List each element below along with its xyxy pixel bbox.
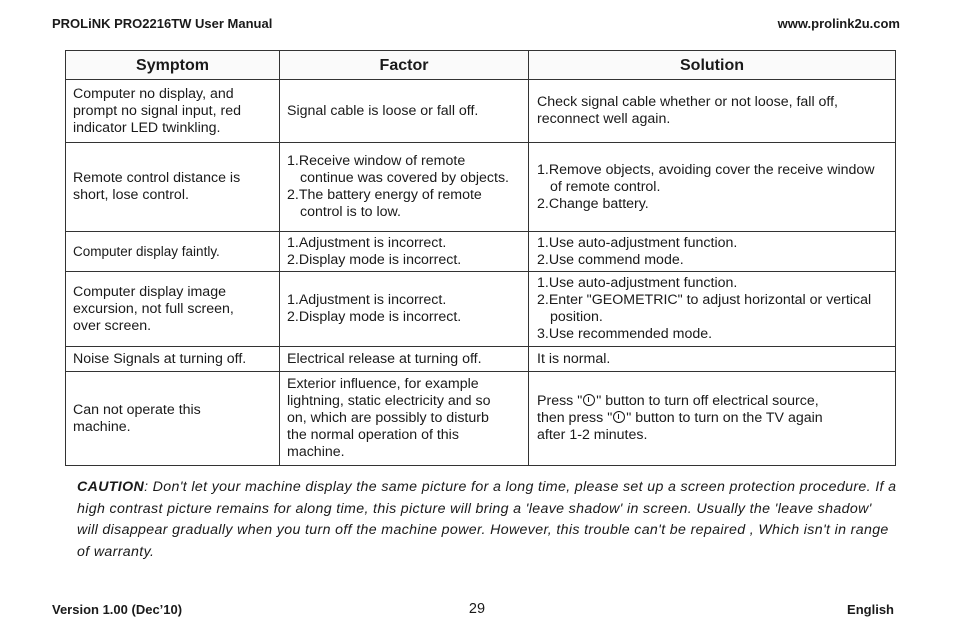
solution-text: " button to turn off electrical source, bbox=[596, 393, 819, 409]
solution-item: 2.Change battery. bbox=[537, 195, 649, 212]
symptom-line: prompt no signal input, red bbox=[73, 102, 241, 119]
solution-cell bbox=[529, 272, 896, 347]
symptom-cell bbox=[66, 143, 280, 232]
power-button-icon bbox=[613, 411, 625, 423]
factor-line: 2.Display mode is incorrect. bbox=[287, 251, 462, 268]
symptom-line: machine. bbox=[73, 418, 131, 435]
solution-cell bbox=[529, 80, 896, 143]
table-row bbox=[66, 372, 896, 466]
solution-line: 2.Use commend mode. bbox=[537, 251, 684, 268]
caution-label: CAUTION bbox=[77, 479, 145, 495]
table-row bbox=[66, 80, 896, 143]
column-header-solution: Solution bbox=[529, 51, 896, 80]
solution-cell bbox=[529, 347, 896, 372]
factor-line: lightning, static electricity and so bbox=[287, 393, 491, 409]
caution-text: : Don't let your machine display the same picture for a long time, please set up a screen protection procedure. If a high contrast picture remains for along time, this picture will bring a 'leave shadow' in screen. Usually the 'leave shadow' will disappear gradually when you turn off the machine power. However, this trouble can't be repaired , Which isn't in range of warranty. bbox=[77, 479, 897, 560]
factor-cell bbox=[280, 372, 529, 466]
solution-text: " button to turn on the TV again bbox=[626, 410, 823, 426]
table-header-row bbox=[66, 51, 896, 80]
solution-line: 1.Use auto-adjustment function. bbox=[537, 234, 738, 251]
troubleshooting-table bbox=[65, 50, 896, 466]
symptom-line: Computer no display, and bbox=[73, 85, 234, 102]
table-row bbox=[66, 347, 896, 372]
symptom-cell bbox=[66, 272, 280, 347]
manual-title: PROLiNK PRO2216TW User Manual bbox=[52, 16, 273, 31]
solution-item: 3.Use recommended mode. bbox=[537, 326, 713, 342]
solution-line bbox=[537, 393, 888, 410]
table-row bbox=[66, 232, 896, 272]
column-header-factor: Factor bbox=[280, 51, 529, 80]
symptom-line: Computer display faintly. bbox=[73, 244, 220, 259]
symptom-line: excursion, not full screen, bbox=[73, 300, 234, 317]
symptom-line: short, lose control. bbox=[73, 187, 189, 203]
solution-item: 1.Remove objects, avoiding cover the receive window of remote control. bbox=[537, 161, 875, 195]
factor-line: 1.Adjustment is incorrect. bbox=[287, 292, 447, 308]
solution-line: after 1-2 minutes. bbox=[537, 427, 648, 443]
factor-cell bbox=[280, 272, 529, 347]
table-row bbox=[66, 272, 896, 347]
website-url: www.prolink2u.com bbox=[777, 16, 900, 31]
symptom-line: Computer display image bbox=[73, 283, 226, 300]
symptom-cell bbox=[66, 347, 280, 372]
solution-text: Press " bbox=[537, 393, 583, 409]
solution-line: reconnect well again. bbox=[537, 111, 671, 127]
symptom-cell bbox=[66, 80, 280, 143]
solution-item: 2.Enter "GEOMETRIC" to adjust horizontal or vertical position. bbox=[537, 292, 872, 325]
power-button-icon bbox=[583, 394, 595, 406]
solution-item: 1.Use auto-adjustment function. bbox=[537, 275, 738, 291]
factor-cell bbox=[280, 232, 529, 272]
factor-item: 2.The battery energy of remote control is to low. bbox=[287, 187, 482, 220]
factor-item: 1.Receive window of remote continue was covered by objects. bbox=[287, 153, 509, 186]
solution-line: Check signal cable whether or not loose, fall off, bbox=[537, 94, 838, 110]
factor-line: the normal operation of this bbox=[287, 427, 459, 443]
page-number: 29 bbox=[468, 601, 486, 617]
symptom-line: Remote control distance is bbox=[73, 170, 241, 186]
factor-cell bbox=[280, 80, 529, 143]
solution-text: then press " bbox=[537, 410, 613, 426]
solution-cell bbox=[529, 143, 896, 232]
factor-line: 1.Adjustment is incorrect. bbox=[287, 234, 447, 251]
factor-line: Exterior influence, for example bbox=[287, 376, 479, 392]
factor-cell bbox=[280, 143, 529, 232]
solution-line: It is normal. bbox=[537, 350, 611, 367]
factor-line: Signal cable is loose or fall off. bbox=[287, 102, 479, 119]
symptom-cell bbox=[66, 372, 280, 466]
factor-line: on, which are possibly to disturb bbox=[287, 410, 489, 426]
symptom-cell bbox=[66, 232, 280, 272]
column-header-symptom: Symptom bbox=[66, 51, 280, 80]
language-label: English bbox=[847, 602, 894, 617]
solution-cell bbox=[529, 372, 896, 466]
factor-cell bbox=[280, 347, 529, 372]
factor-line: 2.Display mode is incorrect. bbox=[287, 309, 462, 325]
symptom-line: Can not operate this bbox=[73, 401, 201, 418]
factor-line: Electrical release at turning off. bbox=[287, 350, 482, 367]
table-row bbox=[66, 143, 896, 232]
solution-cell bbox=[529, 232, 896, 272]
symptom-line: indicator LED twinkling. bbox=[73, 119, 221, 136]
symptom-line: over screen. bbox=[73, 317, 152, 334]
symptom-line: Noise Signals at turning off. bbox=[73, 350, 247, 367]
version-label: Version 1.00 (Dec’10) bbox=[52, 602, 183, 617]
factor-line: machine. bbox=[287, 444, 345, 460]
solution-line bbox=[537, 410, 888, 427]
caution-note bbox=[77, 477, 897, 563]
